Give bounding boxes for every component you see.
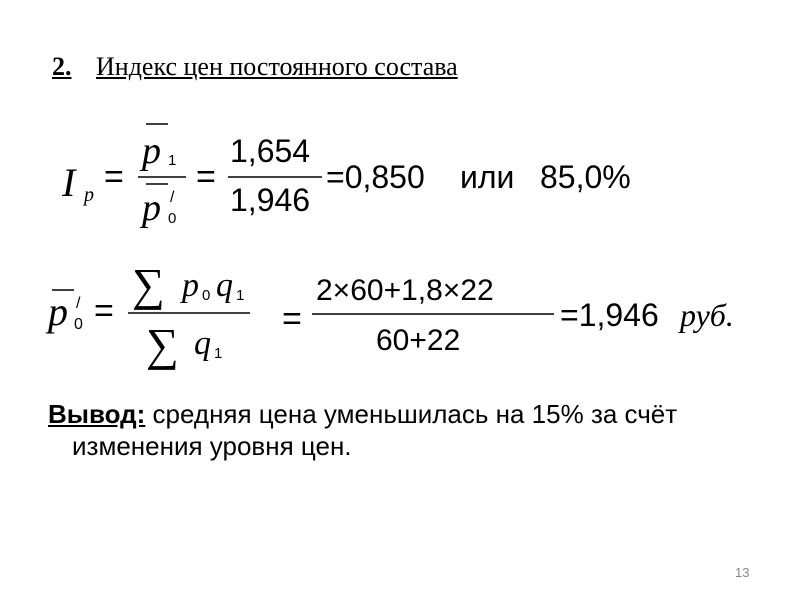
slide-number: 13 <box>735 565 750 580</box>
sum-sign: ∑ <box>132 259 165 310</box>
prime-mark: / <box>76 295 81 312</box>
conclusion-line-1: средняя цена уменьшилась на 15% за счёт <box>145 399 678 429</box>
sum-sign: ∑ <box>146 319 179 370</box>
mean-price-subscript: 0 <box>74 316 83 333</box>
result-value: =1,946 <box>560 297 659 333</box>
numerator-value: 1,654 <box>230 133 311 169</box>
result-value: =0,850 <box>326 159 425 195</box>
index-symbol: I <box>62 160 76 205</box>
heading-title: Индекс цен постоянного состава <box>96 52 458 81</box>
quantity-symbol: q <box>216 267 233 304</box>
currency-unit: руб. <box>680 297 734 333</box>
index-subscript: p <box>84 184 94 206</box>
numerator-subscript: 1 <box>168 152 177 169</box>
denominator-price: p <box>142 187 161 229</box>
calc-numerator: 2×60+1,8×22 <box>316 274 494 307</box>
quantity-subscript: 1 <box>236 287 245 304</box>
heading-number: 2. <box>52 52 72 81</box>
price-subscript: 0 <box>202 287 211 304</box>
price-symbol: p <box>182 267 199 304</box>
calc-denominator: 60+22 <box>376 324 461 357</box>
conclusion-text <box>48 398 768 462</box>
or-connector: или <box>460 159 515 195</box>
equals-sign: = <box>104 158 124 196</box>
denominator-subscript: 0 <box>168 210 177 227</box>
equals-sign: = <box>196 158 216 196</box>
equals-sign: = <box>282 300 302 338</box>
conclusion-label: Вывод: <box>48 399 146 429</box>
equals-sign: = <box>94 292 114 330</box>
numerator-price: p <box>142 130 161 172</box>
result-percent: 85,0% <box>540 159 631 195</box>
prime-mark: / <box>170 189 175 206</box>
denominator-value: 1,946 <box>230 182 311 218</box>
quantity-subscript: 1 <box>214 345 223 362</box>
mean-price-symbol: p <box>48 289 68 334</box>
conclusion-line-2: изменения уровня цен. <box>72 431 352 461</box>
quantity-symbol: q <box>194 325 211 362</box>
